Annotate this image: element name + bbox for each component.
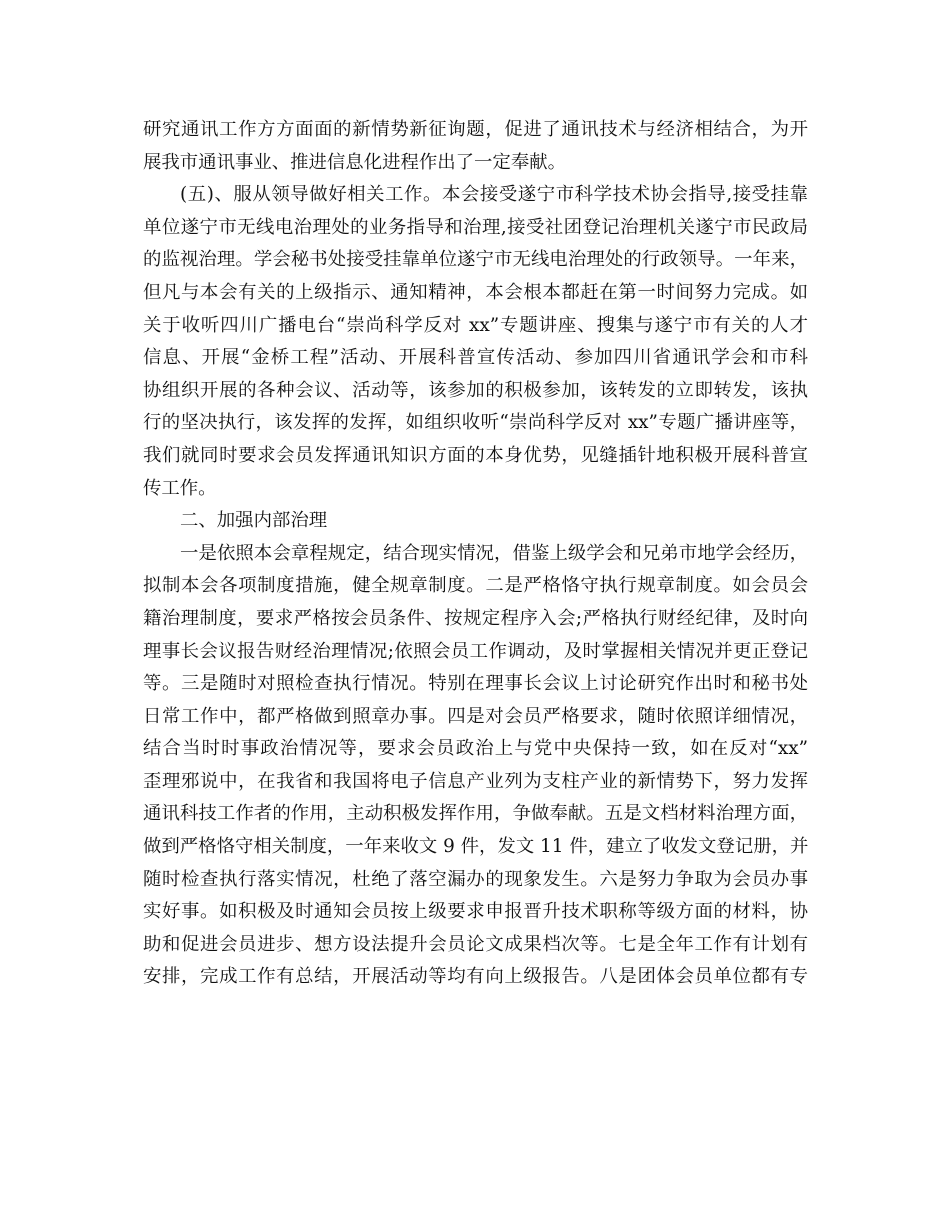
text-line: 研究通讯工作方方面面的新情势新征询题，促进了通讯技术与经济相结合，为开: [143, 119, 808, 140]
text-line: 日常工作中，都严格做到照章办事。四是对会员严格要求，随时依照详细情况，: [143, 705, 808, 727]
document-body: [143, 114, 808, 994]
text-line: 展我市通讯事业、推进信息化进程作出了一定奉献。: [143, 151, 566, 173]
text-line: 协组织开展的各种会议、活动等，该参加的积极参加，该转发的立即转发，该执: [143, 379, 808, 401]
text-line: 随时检查执行落实情况，杜绝了落空漏办的现象发生。六是努力争取为会员办事: [143, 868, 808, 890]
text-line: 通讯科技工作者的作用，主动积极发挥作用，争做奉献。五是文档材料治理方面，: [143, 803, 808, 825]
text-line: 歪理邪说中，在我省和我国将电子信息产业列为支柱产业的新情势下，努力发挥: [143, 770, 808, 792]
text-line: 理事长会议报告财经治理情况;依照会员工作调动，及时掌握相关情况并更正登记: [143, 640, 808, 662]
text-line: 行的坚决执行，该发挥的发挥，如组织收听“崇尚科学反对 xx”专题广播讲座等，: [143, 412, 808, 434]
section-heading: 二、加强内部治理: [180, 510, 328, 532]
text-line: 助和促进会员进步、想方设法提升会员论文成果档次等。七是全年工作有计划有: [143, 933, 808, 955]
text-line: 籍治理制度，要求严格按会员条件、按规定程序入会;严格执行财经纪律，及时向: [143, 607, 808, 629]
text-line: 做到严格恪守相关制度，一年来收文 9 件，发文 11 件，建立了收发文登记册，并: [143, 836, 809, 858]
text-line: 信息、开展“金桥工程”活动、开展科普宣传活动、参加四川省通讯学会和市科: [143, 347, 808, 369]
text-line: 单位遂宁市无线电治理处的业务指导和治理,接受社团登记治理机关遂宁市民政局: [143, 216, 808, 238]
text-line: 拟制本会各项制度措施，健全规章制度。二是严格恪守执行规章制度。如会员会: [143, 575, 808, 597]
paragraph-first-line: (五)、服从领导做好相关工作。本会接受遂宁市科学技术协会指导,接受挂靠: [180, 184, 808, 206]
text-line: 等。三是随时对照检查执行情况。特别在理事长会议上讨论研究作出时和秘书处: [143, 673, 808, 695]
text-line: 实好事。如积极及时通知会员按上级要求申报晋升技术职称等级方面的材料，协: [143, 901, 808, 923]
paragraph-first-line: 一是依照本会章程规定，结合现实情况，借鉴上级学会和兄弟市地学会经历，: [180, 542, 808, 564]
text-line: 我们就同时要求会员发挥通讯知识方面的本身优势，见缝插针地积极开展科普宣: [143, 444, 808, 466]
text-line: 传工作。: [143, 477, 217, 499]
text-line: 安排，完成工作有总结，开展活动等均有向上级报告。八是团体会员单位都有专: [143, 966, 808, 988]
text-line: 但凡与本会有关的上级指示、通知精神，本会根本都赶在第一时间努力完成。如: [143, 281, 808, 303]
text-line: 结合当时时事政治情况等，要求会员政治上与党中央保持一致，如在反对“xx”: [143, 738, 808, 760]
text-line: 关于收听四川广播电台“崇尚科学反对 xx”专题讲座、搜集与遂宁市有关的人才: [143, 314, 808, 336]
text-line: 的监视治理。学会秘书处接受挂靠单位遂宁市无线电治理处的行政领导。一年来，: [143, 249, 808, 271]
